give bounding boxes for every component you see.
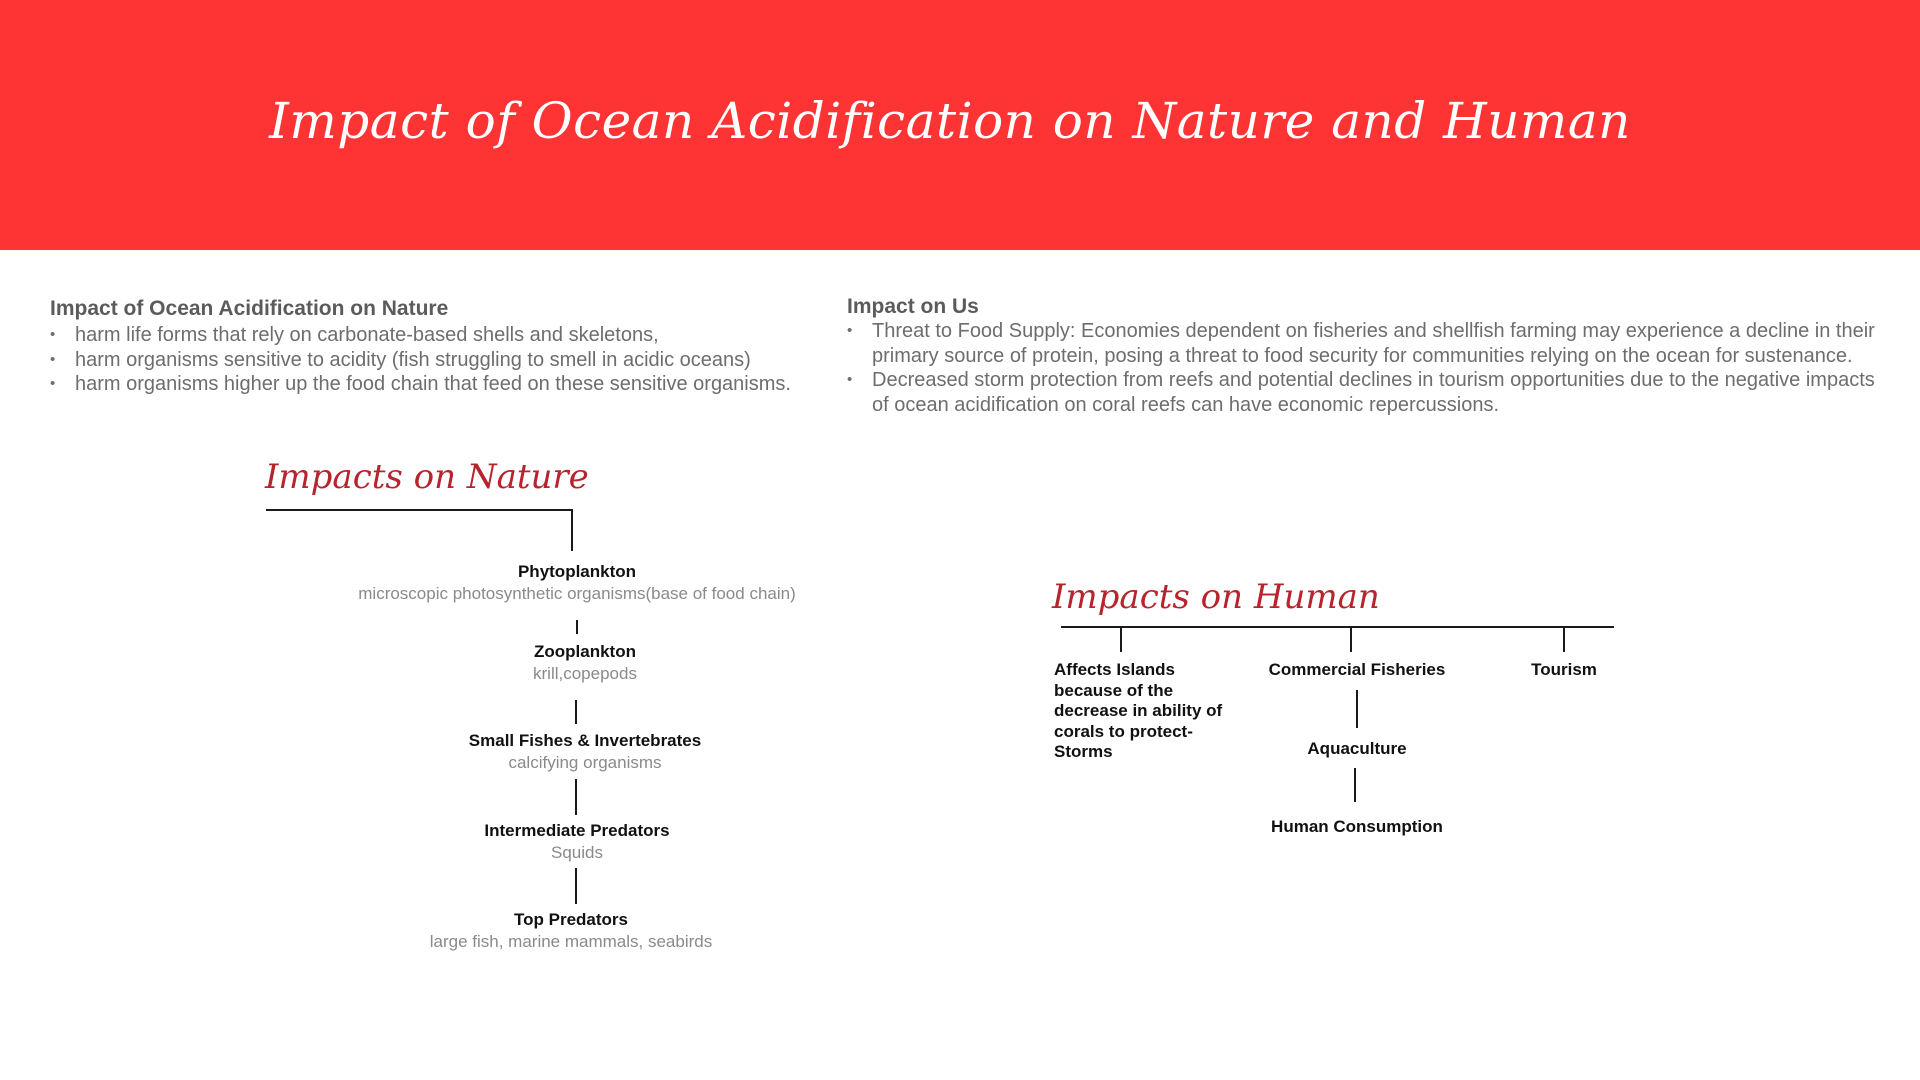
nature-bullet: • harm organisms sensitive to acidity (fish struggling to smell in acidic oceans) <box>50 348 830 373</box>
nature-bullet-list <box>50 323 830 397</box>
food-chain-node-subtitle: krill,copepods <box>533 664 637 683</box>
nature-bullet: • harm life forms that rely on carbonate-based shells and skeletons, <box>50 323 830 348</box>
connector-line <box>575 700 577 724</box>
food-chain-node-title: Small Fishes & Invertebrates <box>468 731 702 750</box>
nature-heading: Impact of Ocean Acidification on Nature <box>50 297 449 320</box>
human-impact-fisheries: Commercial Fisheries <box>1268 660 1446 679</box>
connector-line <box>1061 626 1614 628</box>
food-chain-node-subtitle: microscopic photosynthetic organisms(base of food chain) <box>358 584 796 603</box>
human-bullet: • Decreased storm protection from reefs and potential declines in tourism opportunities due to the negative impacts of ocean acidification on coral reefs can have economic repercussions. <box>847 368 1877 417</box>
human-diagram-title: Impacts on Human <box>1052 577 1380 617</box>
food-chain-node-subtitle: Squids <box>551 843 603 862</box>
connector-line <box>1563 626 1565 652</box>
connector-line <box>571 509 573 551</box>
connector-line <box>575 779 577 815</box>
human-bullet-list <box>847 319 1877 417</box>
human-impact-aquaculture: Aquaculture <box>1307 739 1407 758</box>
human-impact-tourism: Tourism <box>1531 660 1597 679</box>
connector-line <box>575 868 577 904</box>
food-chain-node-title: Phytoplankton <box>517 562 637 581</box>
connector-line <box>266 509 573 511</box>
human-bullet: • Threat to Food Supply: Economies dependent on fisheries and shellfish farming may experience a decline in their primary source of protein, posing a threat to food security for communities relying on the ocean for sustenance. <box>847 319 1877 368</box>
nature-bullet: • harm organisms higher up the food chain that feed on these sensitive organisms. <box>50 372 830 397</box>
food-chain-node-subtitle: calcifying organisms <box>508 753 662 772</box>
food-chain-node-subtitle: large fish, marine mammals, seabirds <box>429 932 713 951</box>
human-heading: Impact on Us <box>847 295 979 318</box>
connector-line <box>576 620 578 634</box>
connector-line <box>1356 690 1358 728</box>
slide-title: Impact of Ocean Acidification on Nature and Human <box>269 92 1631 150</box>
food-chain-node-title: Zooplankton <box>534 642 636 661</box>
human-impact-islands: Affects Islands because of the decrease in ability of corals to protect-Storms <box>1054 660 1223 761</box>
food-chain-node-title: Top Predators <box>514 910 628 929</box>
connector-line <box>1120 626 1122 652</box>
food-chain-node-title: Intermediate Predators <box>484 821 670 840</box>
human-impact-consumption: Human Consumption <box>1271 817 1443 836</box>
connector-line <box>1354 768 1356 802</box>
nature-diagram-title: Impacts on Nature <box>265 457 589 497</box>
connector-line <box>1350 626 1352 652</box>
